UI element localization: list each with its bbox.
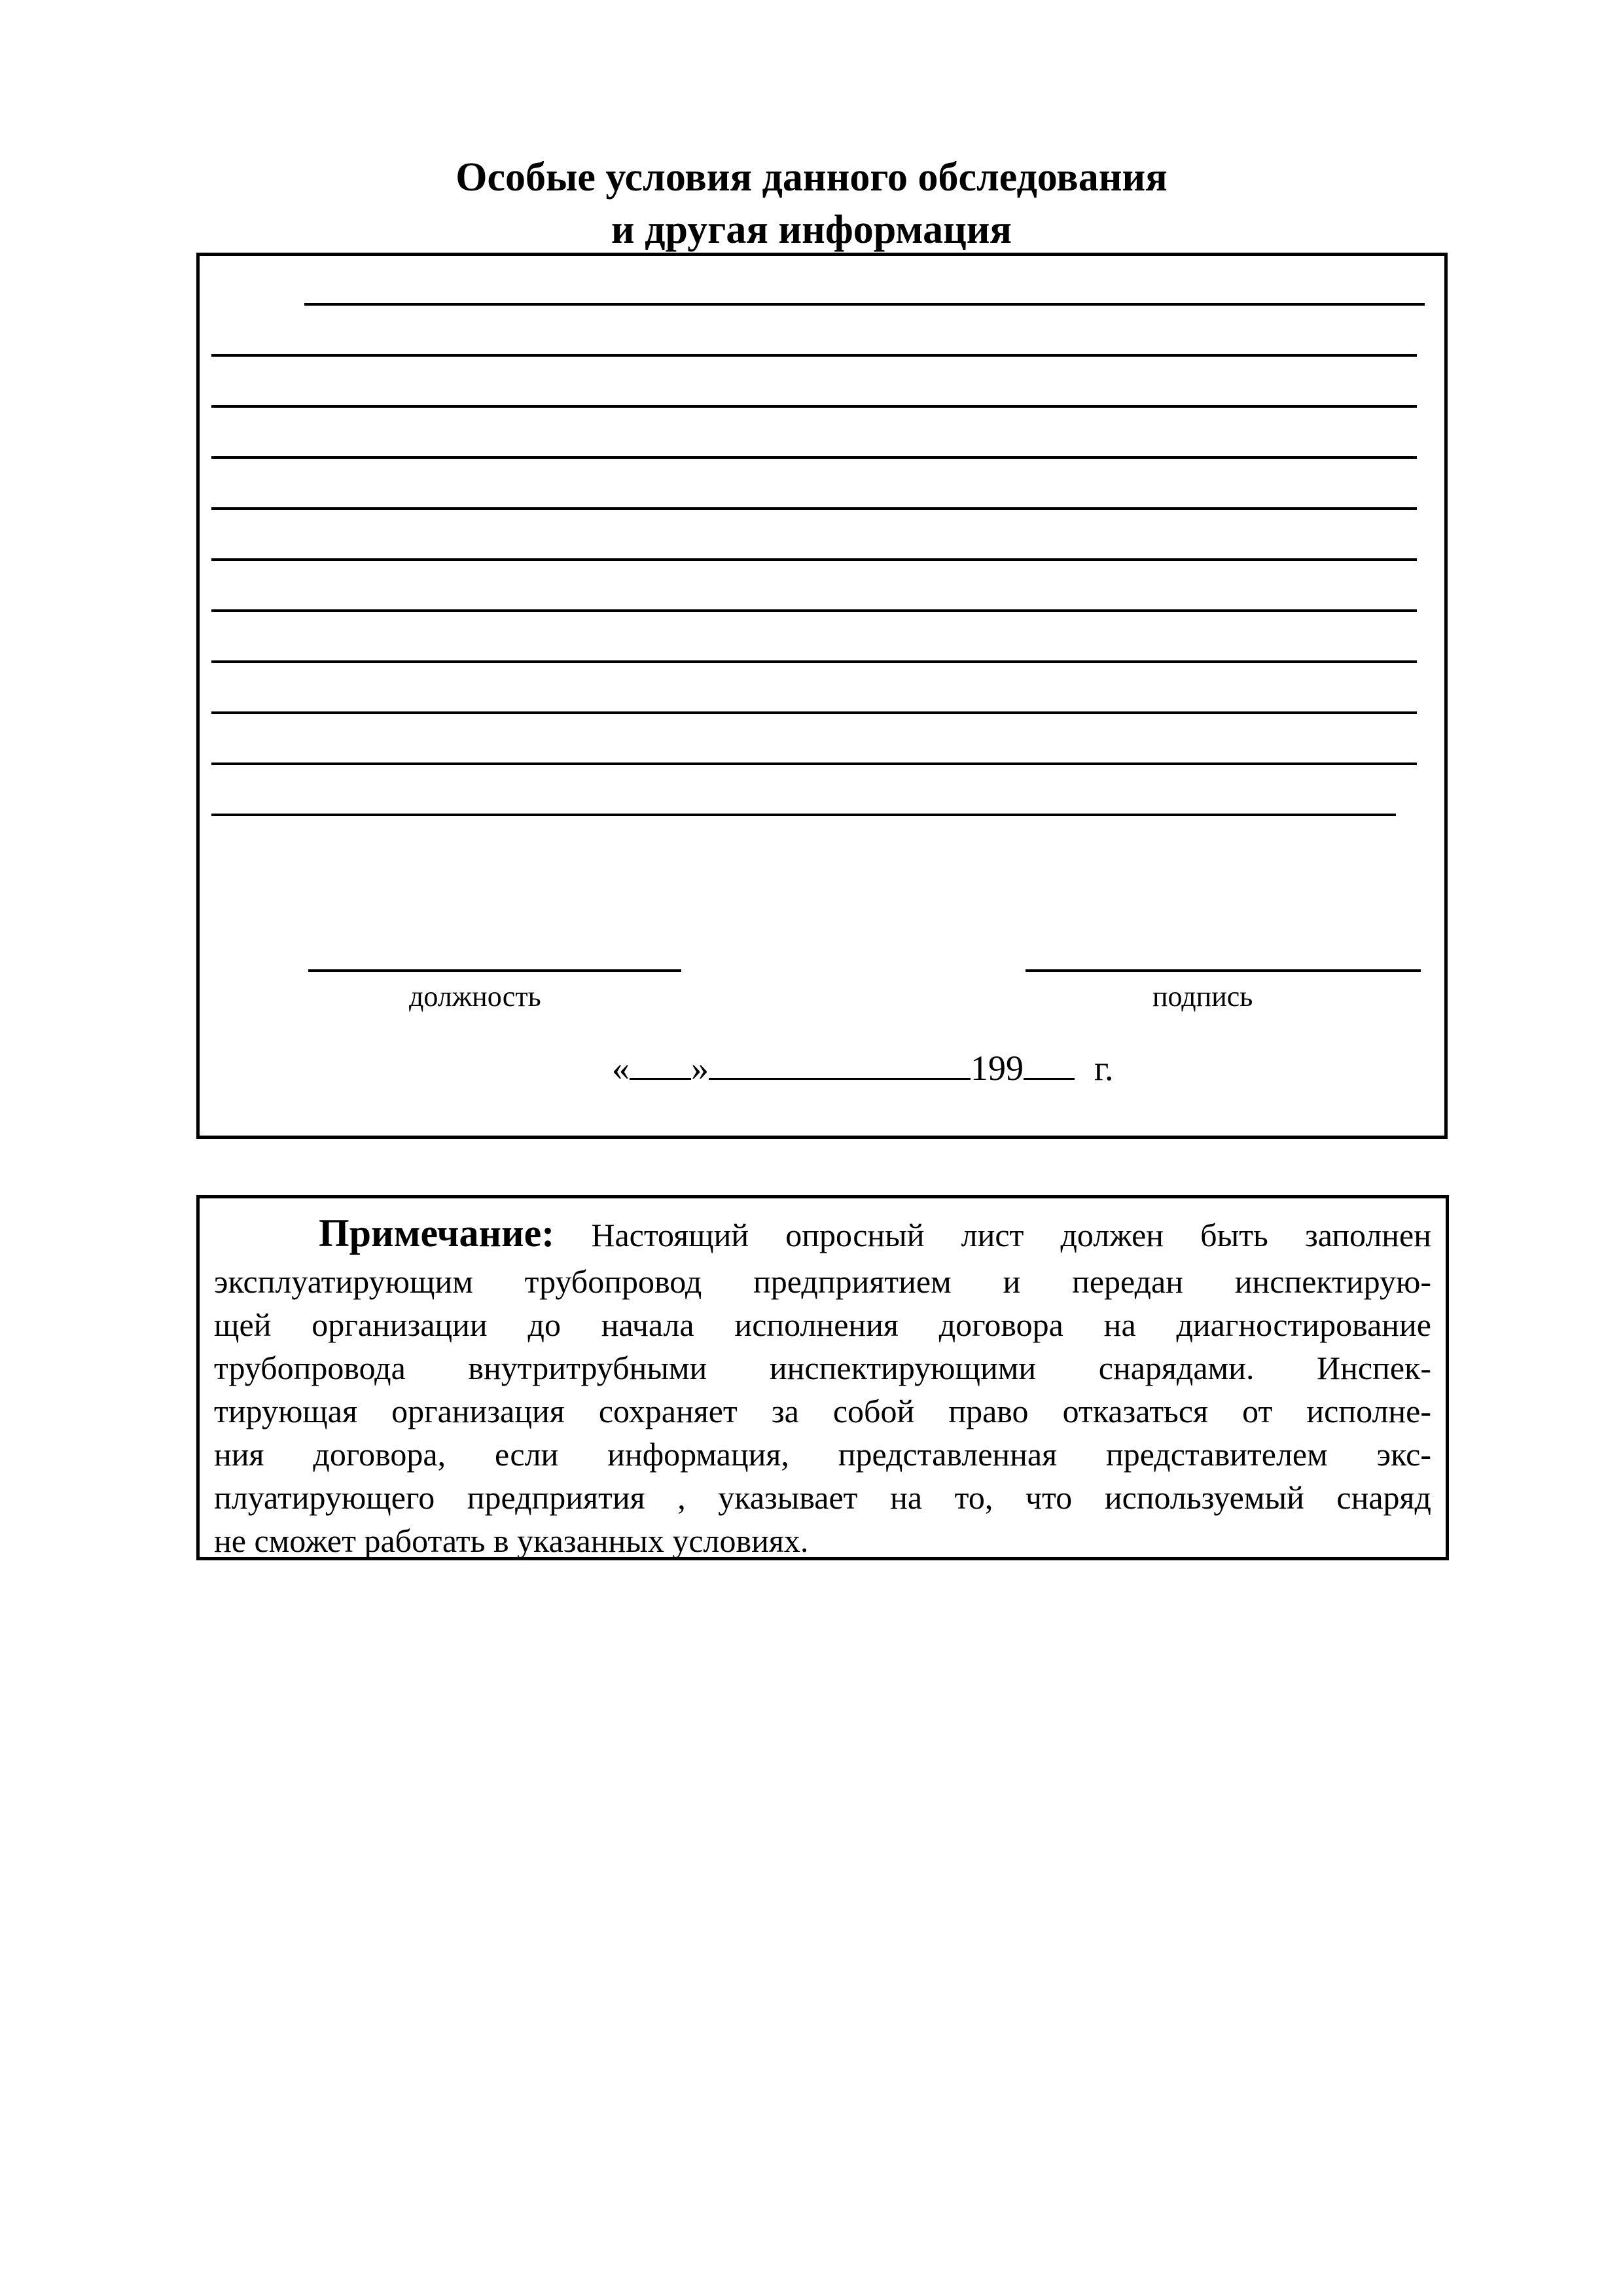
day-blank[interactable]: [630, 1048, 691, 1080]
conditions-form: [196, 253, 1448, 1139]
date-close-quote: »: [691, 1049, 709, 1088]
text-line-2[interactable]: [211, 354, 1417, 357]
text-line-3[interactable]: [211, 405, 1417, 408]
position-label: должность: [409, 980, 541, 1013]
text-line-7[interactable]: [211, 609, 1417, 612]
text-line-8[interactable]: [211, 660, 1417, 663]
text-line-6[interactable]: [211, 558, 1417, 561]
signature-label: подпись: [1152, 980, 1253, 1013]
text-line-10[interactable]: [211, 762, 1417, 765]
signature-line[interactable]: [1026, 969, 1421, 972]
note-line-5: тирующая организация сохраняет за собой право отказаться от исполне-: [214, 1393, 1431, 1429]
position-line[interactable]: [308, 969, 681, 972]
text-line-1[interactable]: [304, 303, 1425, 306]
note-text-1: Настоящий опросный лист должен быть заполнен: [591, 1217, 1432, 1253]
text-line-9[interactable]: [211, 711, 1417, 714]
note-line-3: щей организации до начала исполнения договора на диагностирование: [214, 1306, 1431, 1343]
note-box: [196, 1195, 1449, 1560]
note-line-1: [214, 1211, 1431, 1260]
note-line-4: трубопровода внутритрубными инспектирующими снарядами. Инспек-: [214, 1350, 1431, 1386]
year-prefix: 199: [971, 1049, 1024, 1088]
month-blank[interactable]: [709, 1048, 971, 1080]
text-line-5[interactable]: [211, 507, 1417, 510]
note-line-7: плуатирующего предприятия , указывает на то, что используемый снаряд: [214, 1479, 1431, 1516]
text-line-11[interactable]: [211, 814, 1396, 816]
text-line-4[interactable]: [211, 456, 1417, 459]
date-field: [612, 1048, 1114, 1086]
note-line-8: не сможет работать в указанных условиях.: [214, 1522, 809, 1559]
year-suffix: г.: [1094, 1049, 1114, 1088]
page-subtitle: и другая информация: [611, 207, 1012, 252]
year-blank[interactable]: [1024, 1048, 1075, 1080]
page-title: Особые условия данного обследования: [455, 155, 1168, 200]
note-label: Примечание:: [319, 1211, 555, 1255]
note-line-2: эксплуатирующим трубопровод предприятием и передан инспектирую-: [214, 1263, 1431, 1300]
date-open-quote: «: [612, 1049, 630, 1088]
note-line-6: ния договора, если информация, представленная представителем экс-: [214, 1436, 1431, 1473]
